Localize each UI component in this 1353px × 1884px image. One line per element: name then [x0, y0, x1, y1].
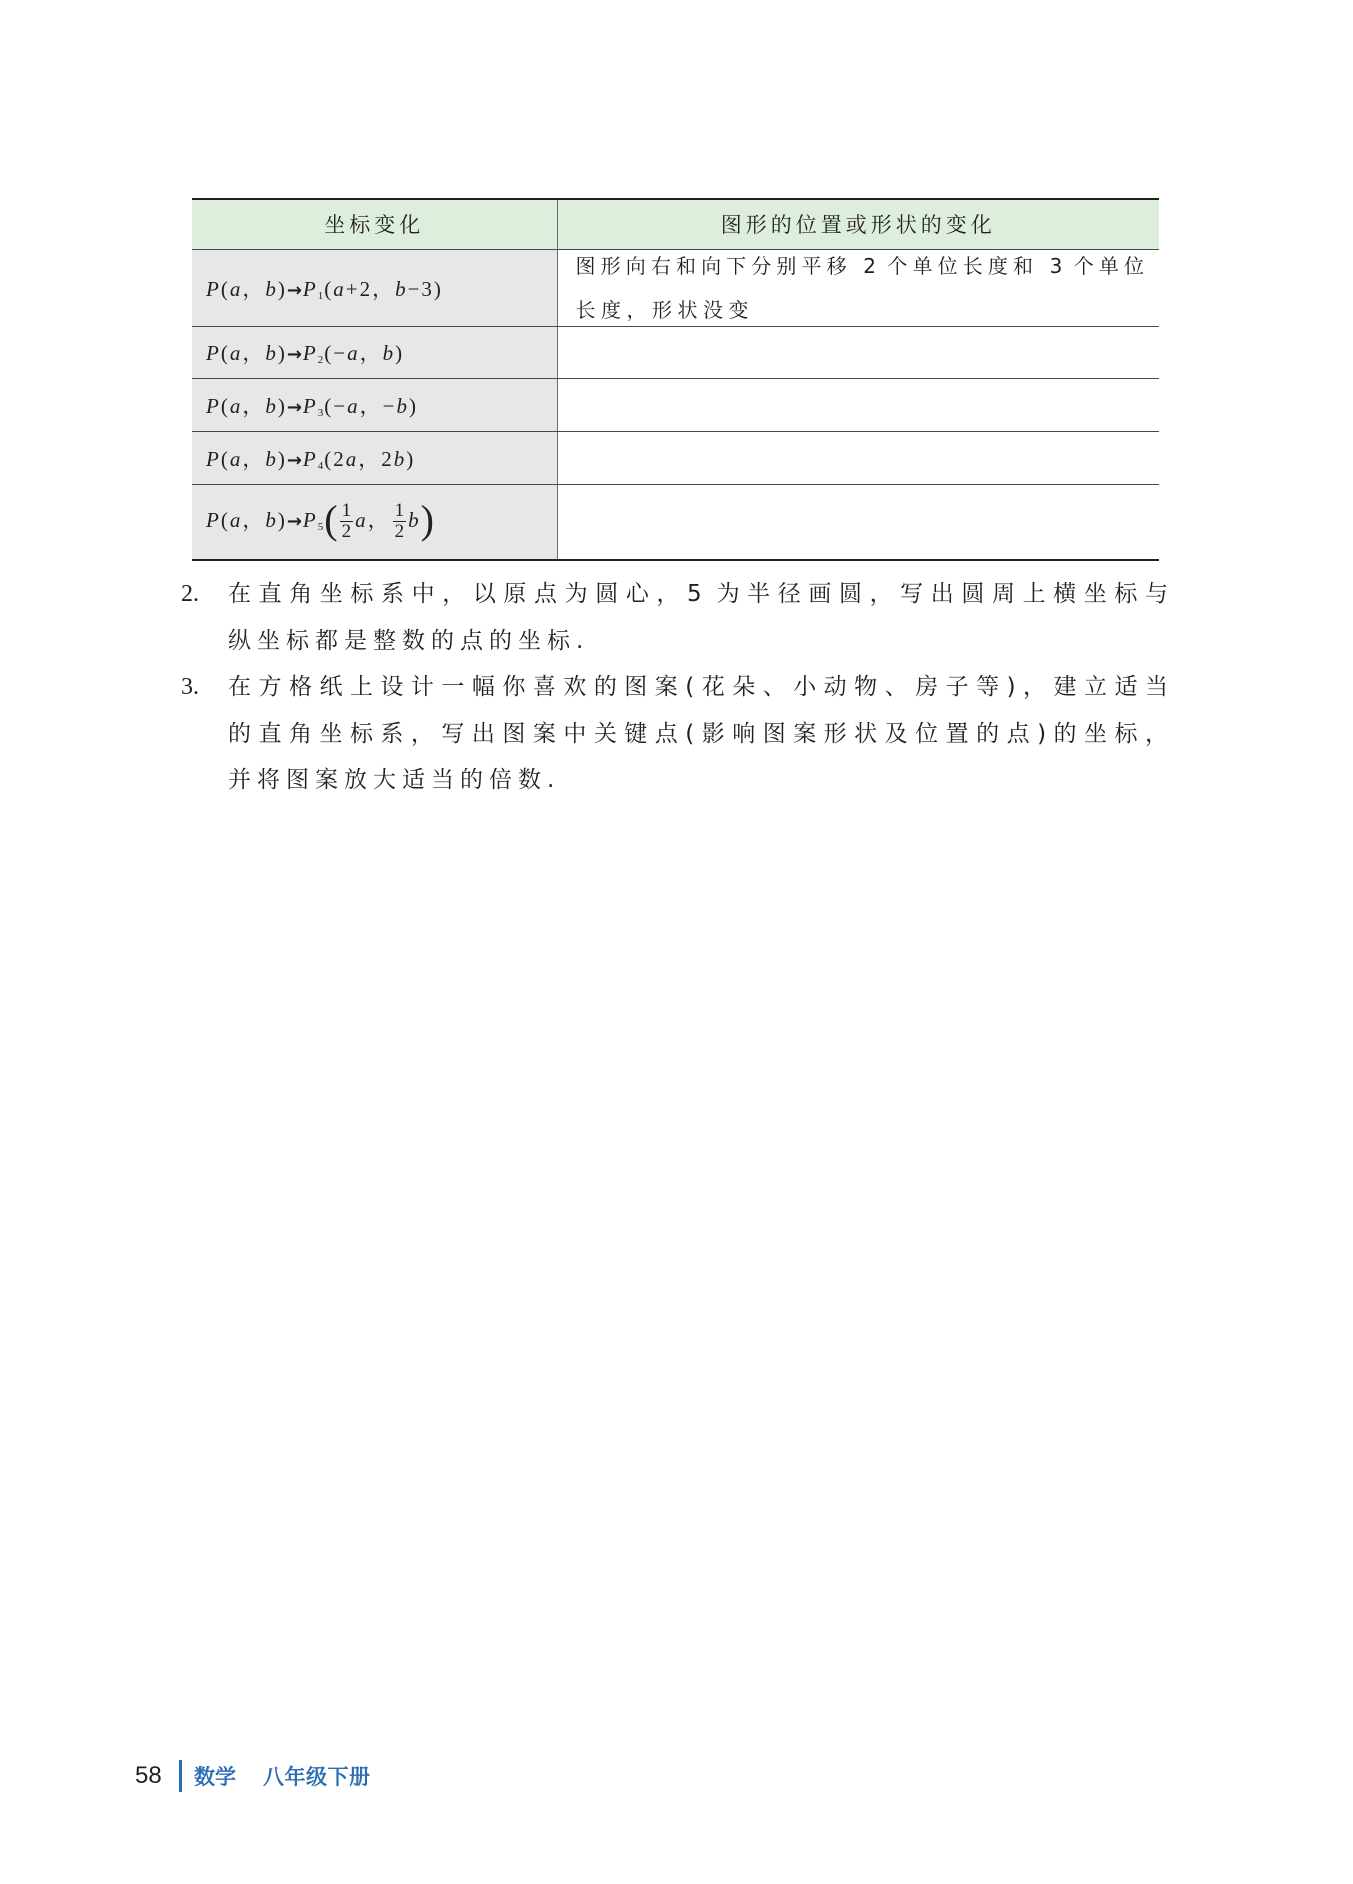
formula-text: ，	[242, 393, 266, 418]
formula-cell	[192, 378, 557, 431]
formula-variable: a	[347, 393, 360, 418]
description-line: 图形向右和向下分别平移 2 个单位长度和 3 个单位	[575, 253, 1144, 278]
table-row	[192, 378, 1159, 431]
formula-text: ，	[359, 341, 383, 365]
description-line: 长度，形状没变	[575, 297, 754, 322]
coordinate-formula	[206, 394, 418, 418]
formula-text: ，	[242, 276, 266, 301]
formula-variable: b	[395, 276, 408, 301]
formula-text: (−	[324, 393, 348, 418]
formula-variable: b	[408, 507, 421, 532]
formula-text: ，	[242, 341, 266, 365]
coordinate-change-table	[192, 198, 1159, 561]
formula-variable: b	[265, 446, 278, 471]
header-shape-change: 图形的位置或形状的变化	[557, 199, 1159, 249]
formula-text: )	[395, 341, 405, 365]
exercise-line: 并将图案放大适当的倍数.	[228, 767, 561, 793]
formula-subscript: 4	[317, 459, 325, 472]
formula-text: (	[220, 276, 230, 301]
formula-variable: P	[302, 341, 318, 365]
formula-variable: a	[347, 341, 360, 365]
coordinate-formula	[206, 447, 415, 471]
formula-text: )	[408, 393, 418, 418]
exercise-line: 在直角坐标系中，以原点为圆心，5 为半径画圆，写出圆周上横坐标与	[228, 581, 1168, 607]
formula-variable: a	[333, 276, 346, 301]
exercise-text	[228, 664, 1168, 804]
header-coordinate-change: 坐标变化	[192, 199, 557, 249]
formula-variable: b	[265, 393, 278, 418]
exercise-number: 2.	[181, 581, 199, 607]
formula-text: )	[277, 446, 287, 471]
formula-subscript: 3	[317, 406, 325, 419]
description-cell	[557, 484, 1159, 560]
description-cell	[557, 249, 1159, 326]
exercise-line: 的直角坐标系，写出图案中关键点(影响图案形状及位置的点)的坐标，	[228, 720, 1168, 747]
fraction	[340, 501, 354, 542]
formula-text: (	[220, 393, 230, 418]
formula-text: ，	[367, 507, 391, 532]
formula-variable: P	[206, 507, 221, 532]
formula-variable: P	[206, 276, 221, 301]
formula-variable: a	[229, 507, 243, 532]
exercise-line: 在方格纸上设计一幅你喜欢的图案(花朵、小动物、房子等)，建立适当	[228, 674, 1168, 700]
formula-variable: a	[345, 446, 359, 471]
coordinate-formula	[206, 341, 404, 365]
formula-variable: a	[229, 276, 243, 301]
formula-variable: P	[206, 393, 221, 418]
exercise-text	[228, 571, 1168, 664]
formula-variable: b	[396, 393, 409, 418]
formula-subscript: 1	[317, 289, 325, 302]
formula-subscript: 5	[317, 520, 325, 533]
formula-text: ，2	[358, 446, 394, 471]
formula-text: )	[277, 341, 287, 365]
formula-left-paren: (	[324, 496, 338, 542]
formula-variable: b	[265, 507, 278, 532]
arrow-icon: →	[286, 396, 303, 418]
table-header-row	[192, 199, 1159, 249]
fraction-numerator: 1	[394, 500, 405, 522]
description-cell	[557, 431, 1159, 484]
footer-divider	[179, 1760, 182, 1792]
formula-text: ，−	[359, 393, 397, 418]
formula-variable: P	[206, 446, 221, 471]
book-subject: 数学	[194, 1765, 236, 1789]
exercise-item	[181, 664, 1171, 804]
formula-text: ，	[242, 446, 266, 471]
description-cell	[557, 326, 1159, 378]
fraction-denominator: 2	[341, 521, 352, 543]
coordinate-formula	[206, 277, 443, 301]
formula-text: (	[324, 276, 334, 301]
table-row	[192, 431, 1159, 484]
formula-cell	[192, 249, 557, 326]
formula-variable: b	[393, 446, 407, 471]
formula-cell	[192, 484, 557, 560]
exercise-item	[181, 571, 1171, 664]
formula-text: (−	[324, 341, 348, 365]
formula-variable: a	[229, 446, 243, 471]
formula-variable: a	[229, 393, 243, 418]
formula-text: )	[277, 507, 287, 532]
description-cell	[557, 378, 1159, 431]
formula-subscript: 2	[317, 354, 325, 366]
formula-text: +2，	[345, 276, 396, 301]
formula-variable: P	[302, 276, 318, 301]
fraction-denominator: 2	[394, 521, 405, 543]
formula-text: (2	[324, 446, 346, 471]
formula-variable: b	[382, 341, 396, 365]
formula-text: )	[406, 446, 416, 471]
fraction	[393, 501, 407, 542]
formula-variable: a	[229, 341, 243, 365]
table-row	[192, 249, 1159, 326]
formula-variable: b	[265, 276, 278, 301]
coordinate-formula	[206, 496, 434, 543]
formula-variable: P	[302, 507, 318, 532]
formula-variable: P	[302, 393, 318, 418]
formula-variable: P	[206, 341, 221, 365]
formula-variable: P	[302, 446, 318, 471]
exercise-list	[181, 571, 1171, 804]
formula-text: −3)	[407, 276, 443, 301]
table-row	[192, 484, 1159, 560]
exercise-line: 纵坐标都是整数的点的坐标.	[228, 627, 590, 654]
formula-variable: b	[265, 341, 278, 365]
page-number: 58	[135, 1762, 162, 1789]
formula-right-paren: )	[420, 496, 434, 542]
exercise-number: 3.	[181, 674, 199, 700]
fraction-numerator: 1	[341, 500, 352, 522]
arrow-icon: →	[286, 510, 303, 532]
formula-text: ，	[242, 507, 266, 532]
description	[576, 244, 1145, 332]
formula-text: )	[277, 393, 287, 418]
formula-text: (	[220, 507, 230, 532]
table-row	[192, 326, 1159, 378]
formula-cell	[192, 326, 557, 378]
formula-variable: a	[355, 507, 368, 532]
formula-text: (	[220, 446, 230, 471]
arrow-icon: →	[286, 449, 303, 471]
formula-text: (	[220, 341, 230, 365]
formula-text: )	[277, 276, 287, 301]
book-grade: 八年级下册	[263, 1765, 371, 1789]
formula-cell	[192, 431, 557, 484]
arrow-icon: →	[286, 279, 303, 301]
arrow-icon: →	[286, 344, 303, 365]
